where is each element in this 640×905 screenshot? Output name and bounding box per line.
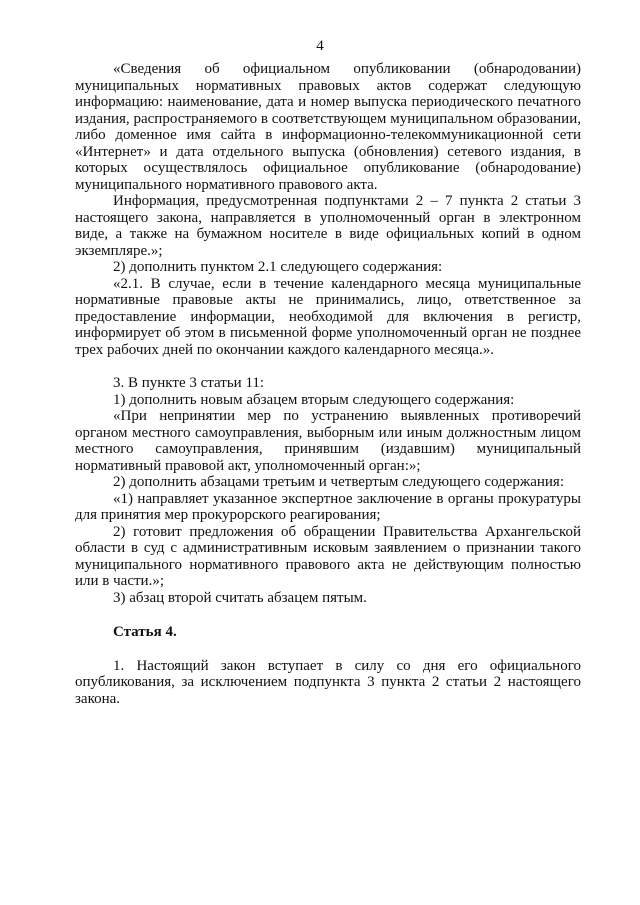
paragraph-second-becomes-fifth: 3) абзац второй считать абзацем пятым.: [113, 589, 367, 606]
paragraph-information-sent: Информация, предусмотренная подпунктами 2 – 7 пункта 2 статьи 3 настоящего закона, направляется в уполномоченный орган в электронном виде, а также на бумажном носителе в виде официальных копий в одном экземпляре.»;: [75, 193, 581, 259]
paragraph-add-point-2-1: 2) дополнить пунктом 2.1 следующего содержания:: [113, 259, 443, 275]
paragraph-non-adoption-measures: «При непринятии мер по устранению выявленных противоречий органом местного самоуправления, выборным или иным должностным лицом местного самоуправления, принявшим (издавшим) муниципальный нормативный правовой акт, уполномоченный орган:»;: [75, 408, 581, 474]
paragraph-add-second-subparagraph: 1) дополнить новым абзацем вторым следующего содержания:: [113, 391, 515, 408]
page-number: 4: [316, 38, 324, 54]
paragraph-point-3-article-11: 3. В пункте 3 статьи 11:: [113, 375, 265, 391]
document-body: [75, 61, 581, 707]
paragraph-publication-info: «Сведения об официальном опубликовании (обнародовании) муниципальных нормативных правовых актов содержат следующую информацию: наименование, дата и номер выпуска периодического печатного издания, распространяемого в соответствующем муниципальном образовании, либо доменное имя сайта в информационно-телекоммуникационной сети «Интернет» и дата отдельного выпуска (обновления) сетевого издания, в которых осуществлялось официальное опубликование (обнародование) муниципального нормативного правового акта.: [75, 61, 581, 193]
paragraph-entry-into-force: 1. Настоящий закон вступает в силу со дня его официального опубликования, за исключением подпункта 3 пункта 2 статьи 2 настоящего закона.: [75, 657, 581, 707]
paragraph-sends-expert-opinion: «1) направляет указанное экспертное заключение в органы прокуратуры для принятия мер прокурорского реагирования;: [75, 490, 581, 523]
paragraph-point-2-1-text: «2.1. В случае, если в течение календарного месяца муниципальные нормативные правовые акты не принимались, лицо, ответственное за предоставление информации, необходимой для включения в регистр, информирует об этом в письменной форме уполномоченный орган не позднее трех рабочих дней по окончании каждого календарного месяца.».: [75, 275, 581, 358]
paragraph-add-third-fourth: 2) дополнить абзацами третьим и четвертым следующего содержания:: [113, 474, 564, 490]
article-4-heading: Статья 4.: [113, 624, 177, 640]
paragraph-prepares-proposals: 2) готовит предложения об обращении Правительства Архангельской области в суд с административным исковым заявлением о признании такого муниципального нормативного правового акта не действующим полностью или в части.»;: [75, 523, 581, 589]
